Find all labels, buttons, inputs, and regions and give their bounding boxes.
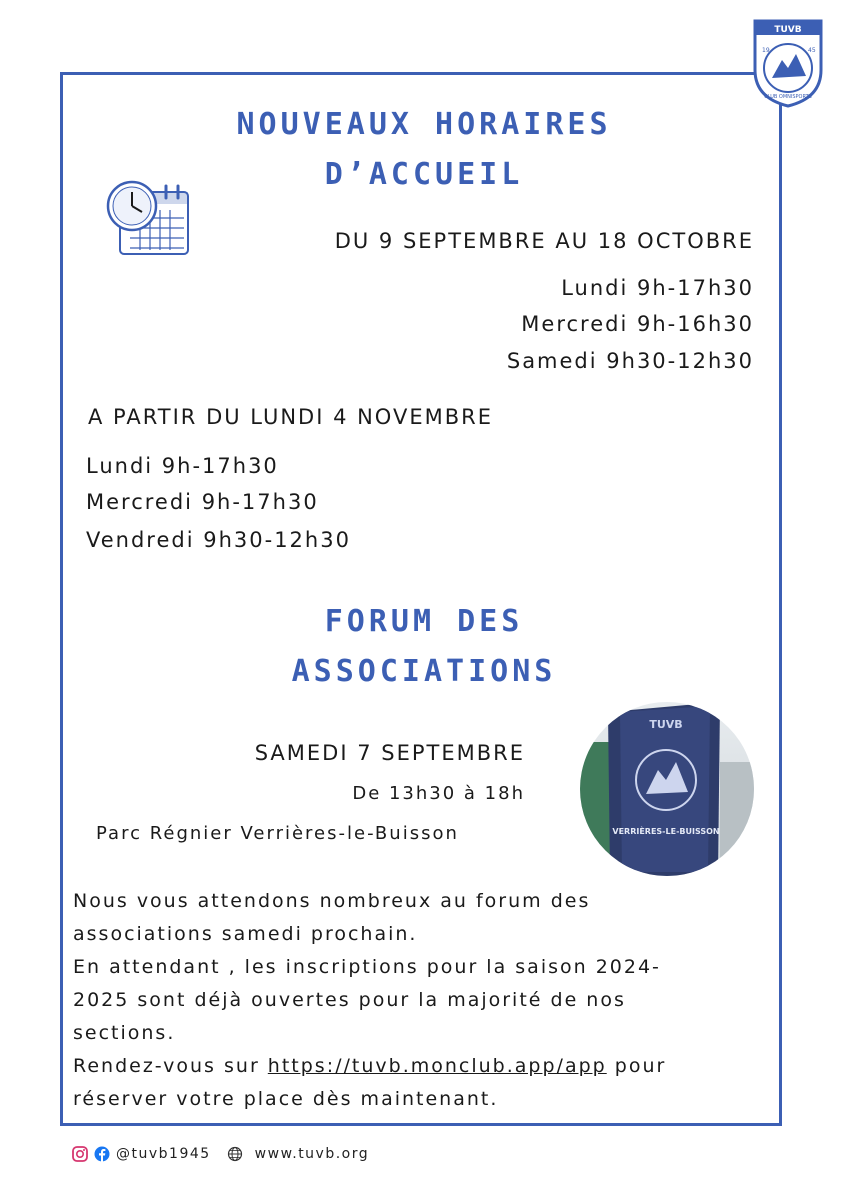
website-link[interactable]: www.tuvb.org [254, 1146, 370, 1162]
message-line-2: associations samedi prochain. [73, 923, 418, 945]
title-forum-line1: FORUM DES [324, 604, 524, 639]
message-line-6 [73, 1050, 773, 1083]
hours-lundi-2: Lundi 9h-17h30 [86, 454, 279, 478]
message-line-4: 2025 sont déjà ouvertes pour la majorité de nos [73, 989, 626, 1011]
globe-icon [227, 1146, 243, 1162]
message-line-7: réserver votre place dès maintenant. [73, 1088, 499, 1110]
monclub-link[interactable]: https://tuvb.monclub.app/app [267, 1055, 607, 1077]
message-line-6-post: pour [606, 1055, 667, 1077]
photo-banner-text: VERRIÈRES-LE-BUISSON [612, 827, 720, 836]
hours-samedi-1: Samedi 9h30-12h30 [506, 349, 754, 373]
title-forum-line2: ASSOCIATIONS [291, 654, 557, 689]
hours-mercredi-1: Mercredi 9h-16h30 [521, 312, 754, 336]
calendar-clock-icon [104, 178, 192, 258]
hours-lundi-1: Lundi 9h-17h30 [561, 276, 754, 300]
logo-arc-text: CLUB OMNISPORTS [764, 94, 812, 100]
logo-year-right: 45 [808, 47, 816, 54]
message-line-3: En attendant , les inscriptions pour la saison 2024- [73, 956, 661, 978]
title-horaires-line2: D’ACCUEIL [324, 157, 524, 192]
forum-banner-photo [580, 702, 754, 876]
forum-date: SAMEDI 7 SEPTEMBRE [254, 741, 525, 765]
title-horaires-line1: NOUVEAUX HORAIRES [236, 107, 612, 142]
photo-banner-top-text: TUVB [649, 718, 683, 731]
period-heading: DU 9 SEPTEMBRE AU 18 OCTOBRE [334, 229, 754, 253]
message-paragraph [73, 885, 773, 1116]
message-line-1: Nous vous attendons nombreux au forum des [73, 890, 591, 912]
footer [72, 1146, 369, 1162]
facebook-icon[interactable] [94, 1146, 110, 1162]
instagram-icon[interactable] [72, 1146, 88, 1162]
novembre-heading: A PARTIR DU LUNDI 4 NOVEMBRE [88, 405, 493, 429]
forum-place: Parc Régnier Verrières-le-Buisson [96, 823, 459, 844]
hours-vendredi-2: Vendredi 9h30-12h30 [86, 528, 351, 552]
social-handle: @tuvb1945 [116, 1146, 211, 1162]
forum-time: De 13h30 à 18h [352, 783, 525, 804]
tuvb-logo [752, 18, 824, 108]
logo-title: TUVB [774, 25, 802, 35]
message-line-6-pre: Rendez-vous sur [73, 1055, 268, 1077]
logo-year-left: 19 [762, 47, 770, 54]
hours-mercredi-2: Mercredi 9h-17h30 [86, 490, 319, 514]
message-line-5: sections. [73, 1022, 176, 1044]
